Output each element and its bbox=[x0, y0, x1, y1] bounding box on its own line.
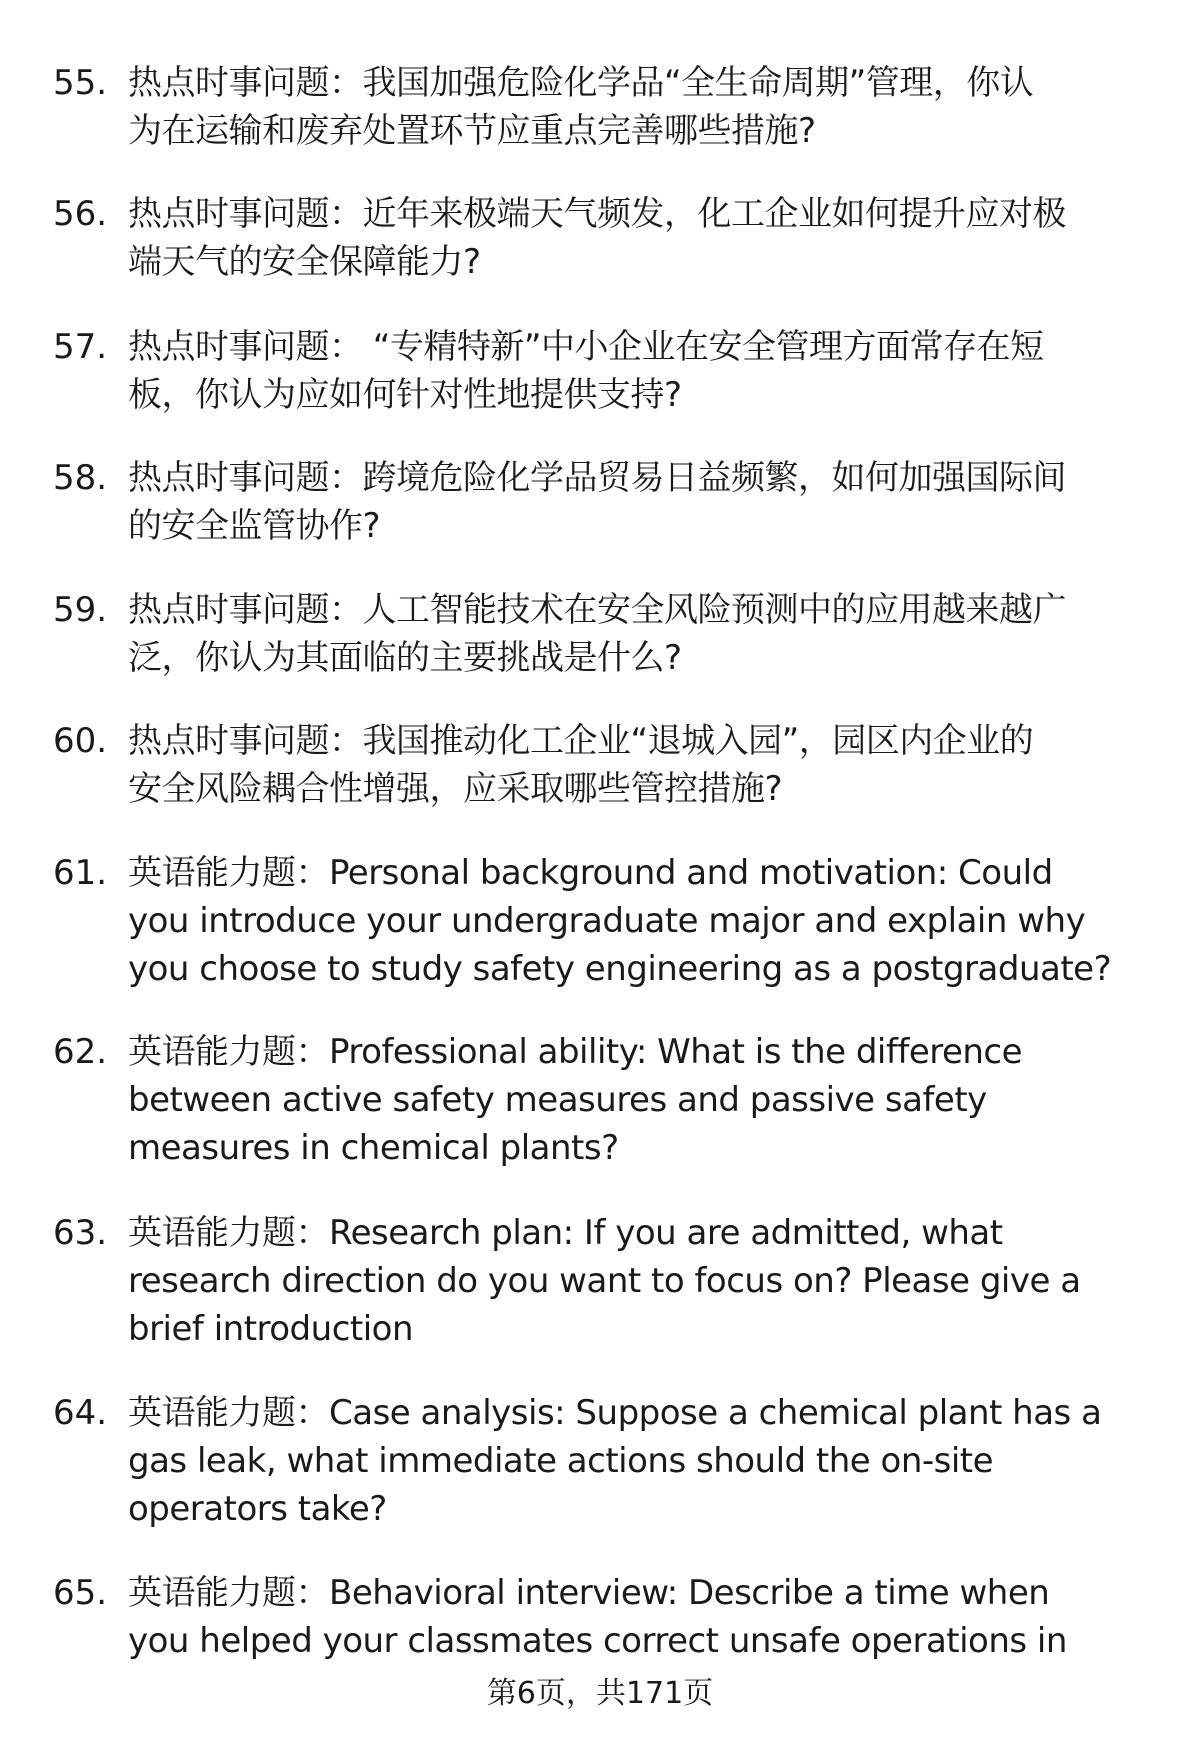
question-line: 热点时事问题：跨境危险化学品贸易日益频繁，如何加强国际间 bbox=[128, 458, 1066, 498]
question-text bbox=[128, 1569, 1067, 1665]
question-text bbox=[128, 1209, 1081, 1353]
question-line: measures in chemical plants? bbox=[128, 1128, 619, 1168]
question-line: 泛，你认为其面临的主要挑战是什么? bbox=[128, 638, 682, 678]
question-line: 热点时事问题：我国加强危险化学品“全生命周期”管理，你认 bbox=[128, 63, 1034, 103]
question-text bbox=[128, 59, 1033, 155]
question-number: 58. bbox=[53, 458, 108, 498]
page-footer: 第6页，共171页 bbox=[486, 1676, 714, 1711]
question-line: 英语能力题：Behavioral interview: Describe a time when bbox=[128, 1573, 1050, 1613]
question-line: 端天气的安全保障能力? bbox=[128, 242, 481, 282]
question-number: 55. bbox=[53, 63, 108, 103]
question-number: 59. bbox=[53, 590, 108, 630]
question-line: you helped your classmates correct unsafe operations in bbox=[128, 1621, 1067, 1661]
question-line: brief introduction bbox=[128, 1309, 414, 1349]
question-line: you choose to study safety engineering as a postgraduate? bbox=[128, 949, 1112, 989]
question-number: 64. bbox=[53, 1393, 108, 1433]
question-number: 60. bbox=[53, 721, 108, 761]
question-text bbox=[128, 1028, 1022, 1172]
question-number: 57. bbox=[53, 327, 108, 367]
question-line: 英语能力题：Research plan: If you are admitted, what bbox=[128, 1213, 1003, 1253]
question-line: 热点时事问题：我国推动化工企业“退城入园”，园区内企业的 bbox=[128, 721, 1034, 761]
question-text bbox=[128, 849, 1111, 993]
question-line: 英语能力题：Case analysis: Suppose a chemical plant has a bbox=[128, 1393, 1102, 1433]
question-text bbox=[128, 454, 1066, 550]
question-text bbox=[128, 190, 1066, 286]
question-line: 英语能力题：Professional ability: What is the difference bbox=[128, 1032, 1023, 1072]
question-line: 为在运输和废弃处置环节应重点完善哪些措施? bbox=[128, 111, 816, 151]
question-line: 热点时事问题： “专精特新”中小企业在安全管理方面常存在短 bbox=[128, 327, 1044, 367]
question-line: gas leak, what immediate actions should the on-site bbox=[128, 1441, 994, 1481]
question-text bbox=[128, 323, 1044, 419]
question-number: 65. bbox=[53, 1573, 108, 1613]
question-line: 热点时事问题：近年来极端天气频发，化工企业如何提升应对极 bbox=[128, 194, 1066, 234]
question-line: operators take? bbox=[128, 1489, 387, 1529]
question-line: you introduce your undergraduate major and explain why bbox=[128, 901, 1086, 941]
question-line: 的安全监管协作? bbox=[128, 506, 381, 546]
question-line: 板，你认为应如何针对性地提供支持? bbox=[128, 375, 682, 415]
question-number: 56. bbox=[53, 194, 108, 234]
question-text bbox=[128, 1389, 1101, 1533]
question-line: 安全风险耦合性增强，应采取哪些管控措施? bbox=[128, 769, 783, 809]
question-number: 62. bbox=[53, 1032, 108, 1072]
question-text bbox=[128, 586, 1066, 682]
question-number: 63. bbox=[53, 1213, 108, 1253]
question-line: 热点时事问题：人工智能技术在安全风险预测中的应用越来越广 bbox=[128, 590, 1066, 630]
question-line: 英语能力题：Personal background and motivation: Could bbox=[128, 853, 1053, 893]
question-number: 61. bbox=[53, 853, 108, 893]
question-line: research direction do you want to focus on? Please give a bbox=[128, 1261, 1081, 1301]
question-line: between active safety measures and passive safety bbox=[128, 1080, 987, 1120]
question-text bbox=[128, 717, 1033, 813]
